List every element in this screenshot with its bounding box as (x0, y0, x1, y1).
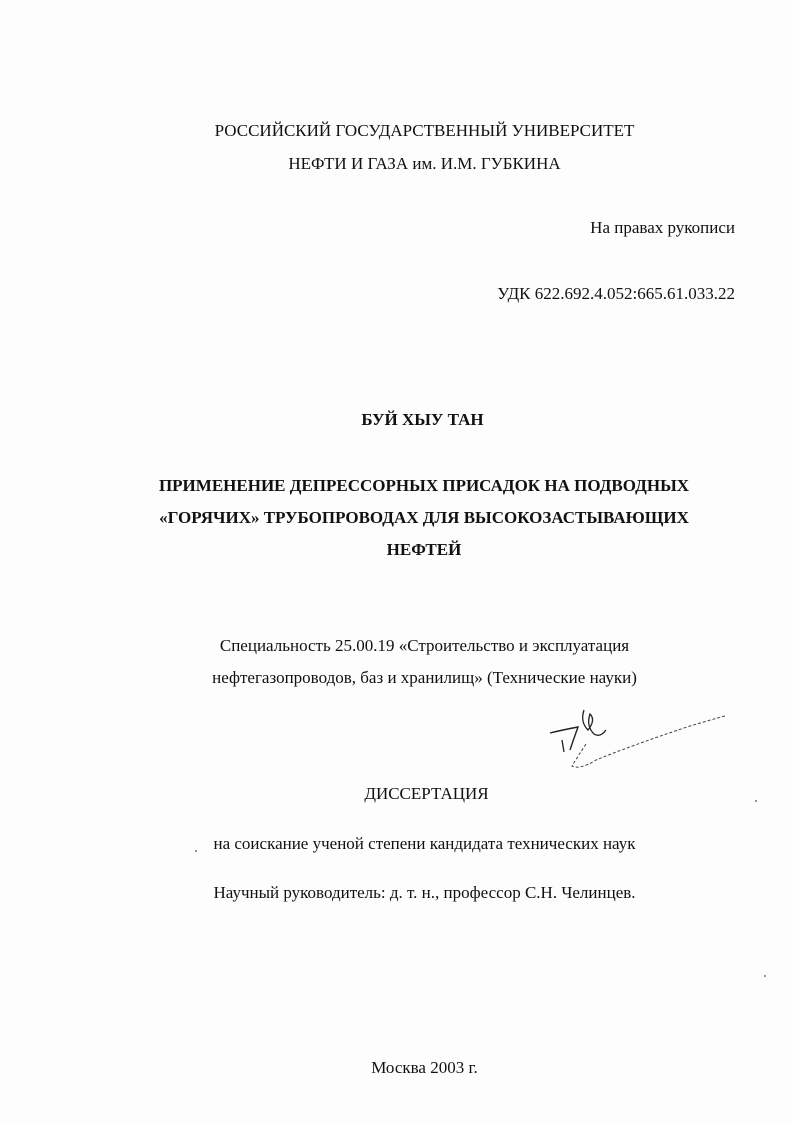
specialty-line1: Специальность 25.00.19 «Строительство и эксплуатация (219, 636, 630, 655)
udc-code: УДК 622.692.4.052:665.61.033.22 (497, 284, 735, 303)
university-name-line1: РОССИЙСКИЙ ГОСУДАРСТВЕННЫЙ УНИВЕРСИТЕТ (214, 121, 635, 140)
thesis-title-line1: ПРИМЕНЕНИЕ ДЕПРЕССОРНЫХ ПРИСАДОК НА ПОДВОДНЫХ (158, 476, 690, 495)
scan-speck (755, 800, 757, 802)
scan-speck (195, 850, 197, 852)
specialty-line2: нефтегазопроводов, баз и хранилищ» (Технические науки) (212, 668, 637, 687)
thesis-title-line2: «ГОРЯЧИХ» ТРУБОПРОВОДАХ ДЛЯ ВЫСОКОЗАСТЫВАЮЩИХ (159, 508, 689, 527)
author-name: БУЙ ХЫУ ТАН (361, 410, 484, 429)
scan-speck (764, 975, 766, 977)
thesis-title-line3: НЕФТЕЙ (386, 540, 462, 559)
place-and-year: Москва 2003 г. (371, 1058, 478, 1077)
degree-line: на соискание ученой степени кандидата технических наук (213, 834, 636, 853)
document-type: ДИССЕРТАЦИЯ (364, 784, 489, 803)
handwritten-signature-icon (540, 700, 730, 780)
university-name-line2: НЕФТИ И ГАЗА им. И.М. ГУБКИНА (288, 154, 561, 173)
supervisor-line: Научный руководитель: д. т. н., профессор С.Н. Челинцев. (213, 883, 636, 902)
manuscript-rights: На правах рукописи (590, 218, 735, 237)
